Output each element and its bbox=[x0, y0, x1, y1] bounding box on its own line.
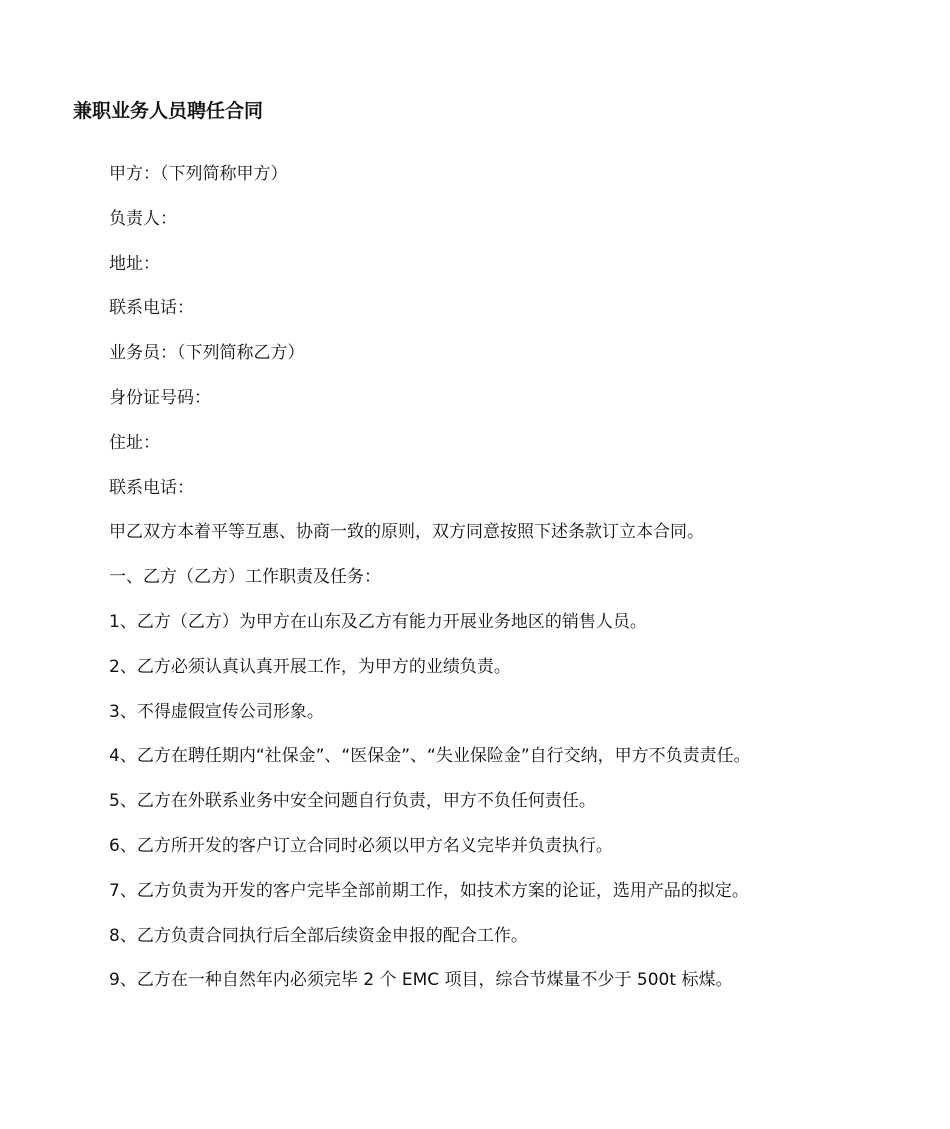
document-body bbox=[109, 160, 929, 1011]
document-title: 兼职业务人员聘任合同 bbox=[73, 100, 264, 122]
clause-item: 2、乙方必须认真认真开展工作，为甲方的业绩负责。 bbox=[109, 656, 511, 677]
clause-item: 6、乙方所开发的客户订立合同时必须以甲方名义完毕并负责执行。 bbox=[109, 835, 613, 856]
party-b-phone-line: 联系电话： bbox=[109, 477, 194, 498]
preamble-paragraph: 甲乙双方本着平等互惠、协商一致的原则，双方同意按照下述条款订立本合同。 bbox=[109, 522, 704, 543]
section-heading: 一、乙方（乙方）工作职责及任务： bbox=[109, 567, 381, 588]
clause-item: 3、不得虚假宣传公司形象。 bbox=[109, 701, 324, 722]
clause-item: 8、乙方负责合同执行后全部后续资金申报的配合工作。 bbox=[109, 925, 528, 946]
clause-item: 1、乙方（乙方）为甲方在山东及乙方有能力开展业务地区的销售人员。 bbox=[109, 611, 647, 632]
id-number-line: 身份证号码： bbox=[109, 387, 211, 408]
clause-item: 4、乙方在聘任期内“社保金”、“医保金”、“失业保险金”自行交纳，甲方不负责责任。 bbox=[109, 746, 751, 767]
address-line: 地址： bbox=[109, 253, 160, 274]
party-b-line: 业务员：（下列简称乙方） bbox=[109, 343, 305, 364]
clause-item: 5、乙方在外联系业务中安全问题自行负责，甲方不负任何责任。 bbox=[109, 791, 596, 812]
responsible-person-line: 负责人： bbox=[109, 208, 177, 229]
clause-item: 9、乙方在一种自然年内必须完毕 2 个 EMC 项目，综合节煤量不少于 500t 标煤。 bbox=[109, 970, 733, 991]
party-a-line: 甲方：（下列简称甲方） bbox=[109, 164, 288, 184]
party-a-phone-line: 联系电话： bbox=[109, 298, 194, 319]
residence-line: 住址： bbox=[109, 432, 160, 453]
clause-item: 7、乙方负责为开发的客户完毕全部前期工作，如技术方案的论证，选用产品的拟定。 bbox=[109, 880, 749, 901]
